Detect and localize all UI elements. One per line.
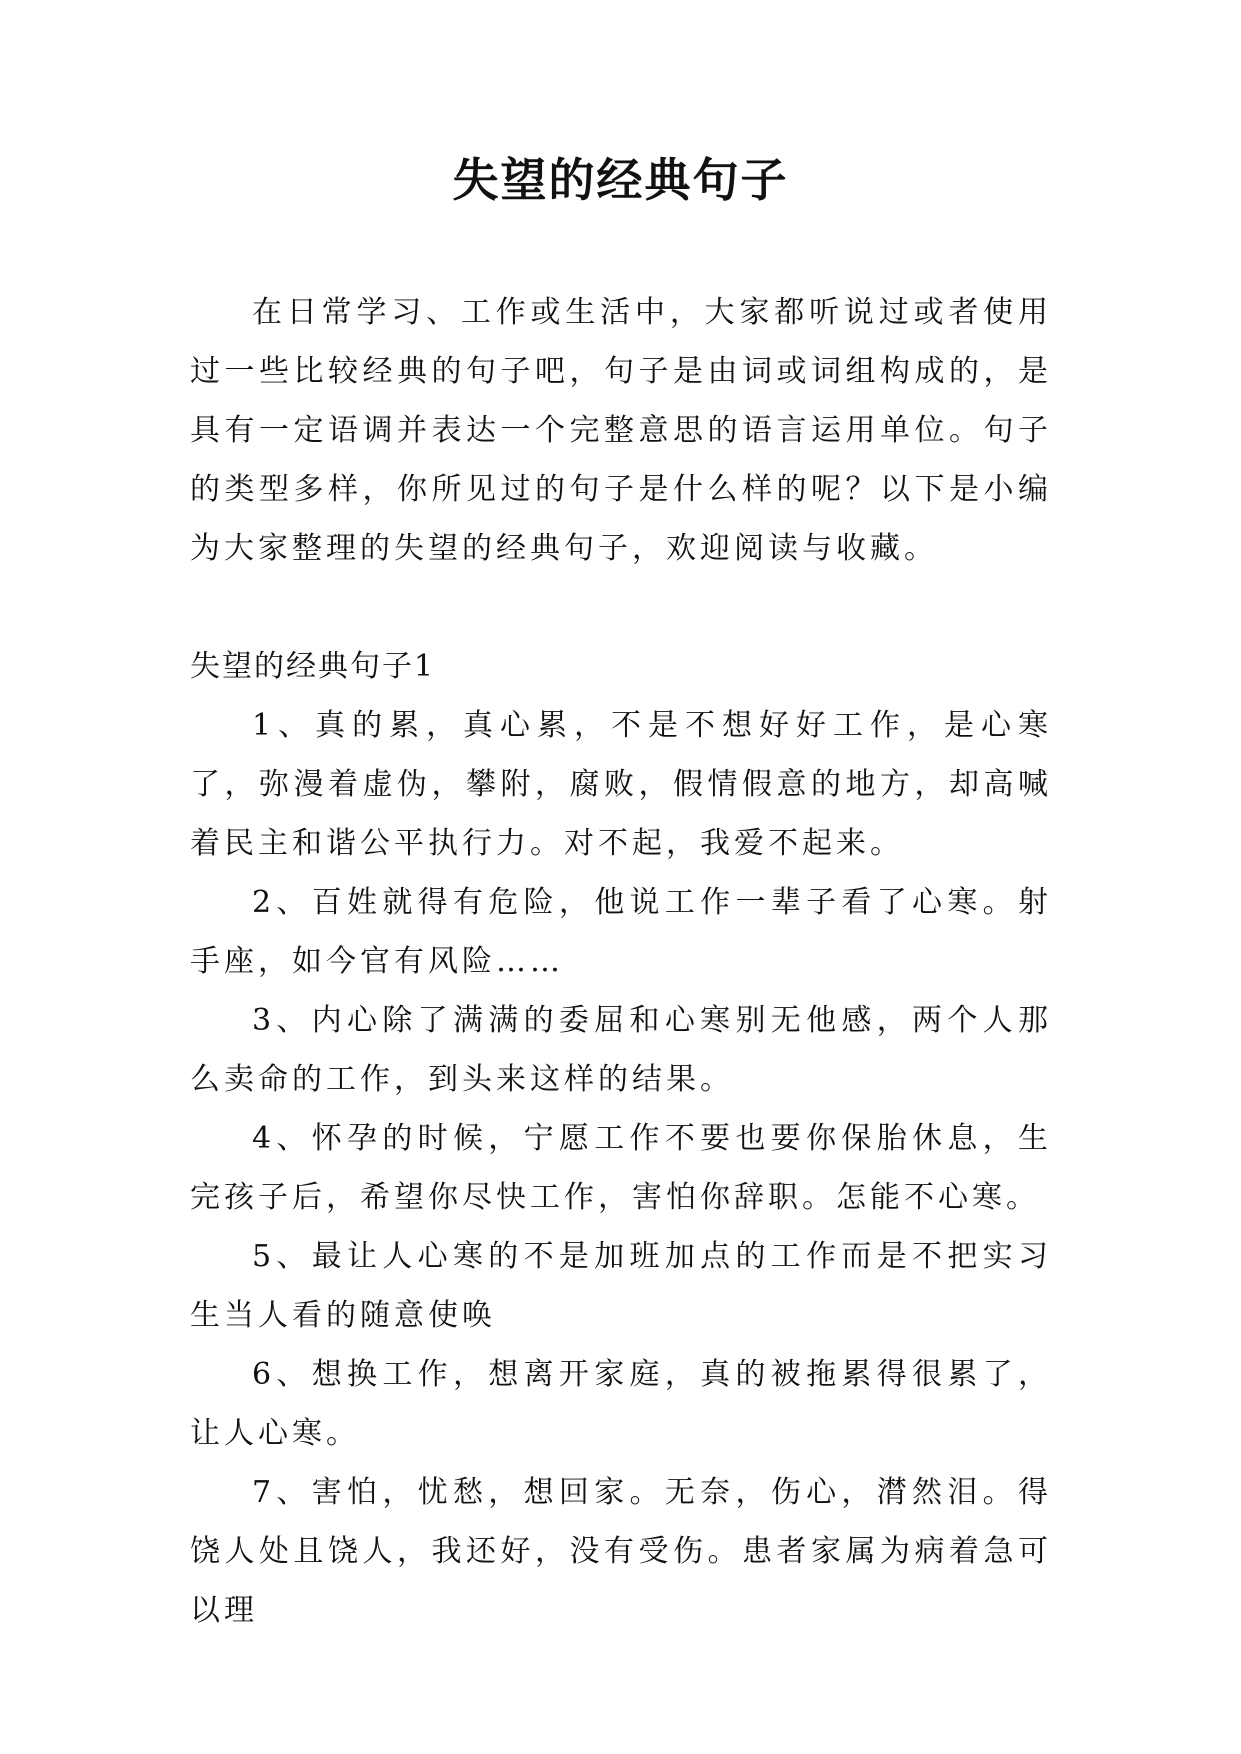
- list-item: 2、百姓就得有危险，他说工作一辈子看了心寒。射手座，如今官有风险……: [190, 885, 1052, 979]
- list-item: 5、最让人心寒的不是加班加点的工作而是不把实习生当人看的随意使唤: [190, 1239, 1052, 1333]
- document-body: [190, 283, 1052, 1640]
- list-item: 6、想换工作，想离开家庭，真的被拖累得很累了，让人心寒。: [190, 1357, 1052, 1451]
- list-item: 7、害怕，忧愁，想回家。无奈，伤心，潸然泪。得饶人处且饶人，我还好，没有受伤。患者家属为病着急可以理: [190, 1475, 1052, 1628]
- list-item: 4、怀孕的时候，宁愿工作不要也要你保胎休息，生完孩子后，希望你尽快工作，害怕你辞职。怎能不心寒。: [190, 1121, 1052, 1215]
- list-item: 1、真的累，真心累，不是不想好好工作，是心寒了，弥漫着虚伪，攀附，腐败，假情假意的地方，却高喊着民主和谐公平执行力。对不起，我爱不起来。: [190, 708, 1052, 861]
- page-title: 失望的经典句子: [452, 153, 789, 207]
- intro-paragraph: 在日常学习、工作或生活中，大家都听说过或者使用过一些比较经典的句子吧，句子是由词或词组构成的，是具有一定语调并表达一个完整意思的语言运用单位。句子的类型多样，你所见过的句子是什么样的呢？以下是小编为大家整理的失望的经典句子，欢迎阅读与收藏。: [190, 295, 1052, 566]
- list-item: 3、内心除了满满的委屈和心寒别无他感，两个人那么卖命的工作，到头来这样的结果。: [190, 1003, 1052, 1097]
- section-heading: 失望的经典句子1: [190, 649, 436, 684]
